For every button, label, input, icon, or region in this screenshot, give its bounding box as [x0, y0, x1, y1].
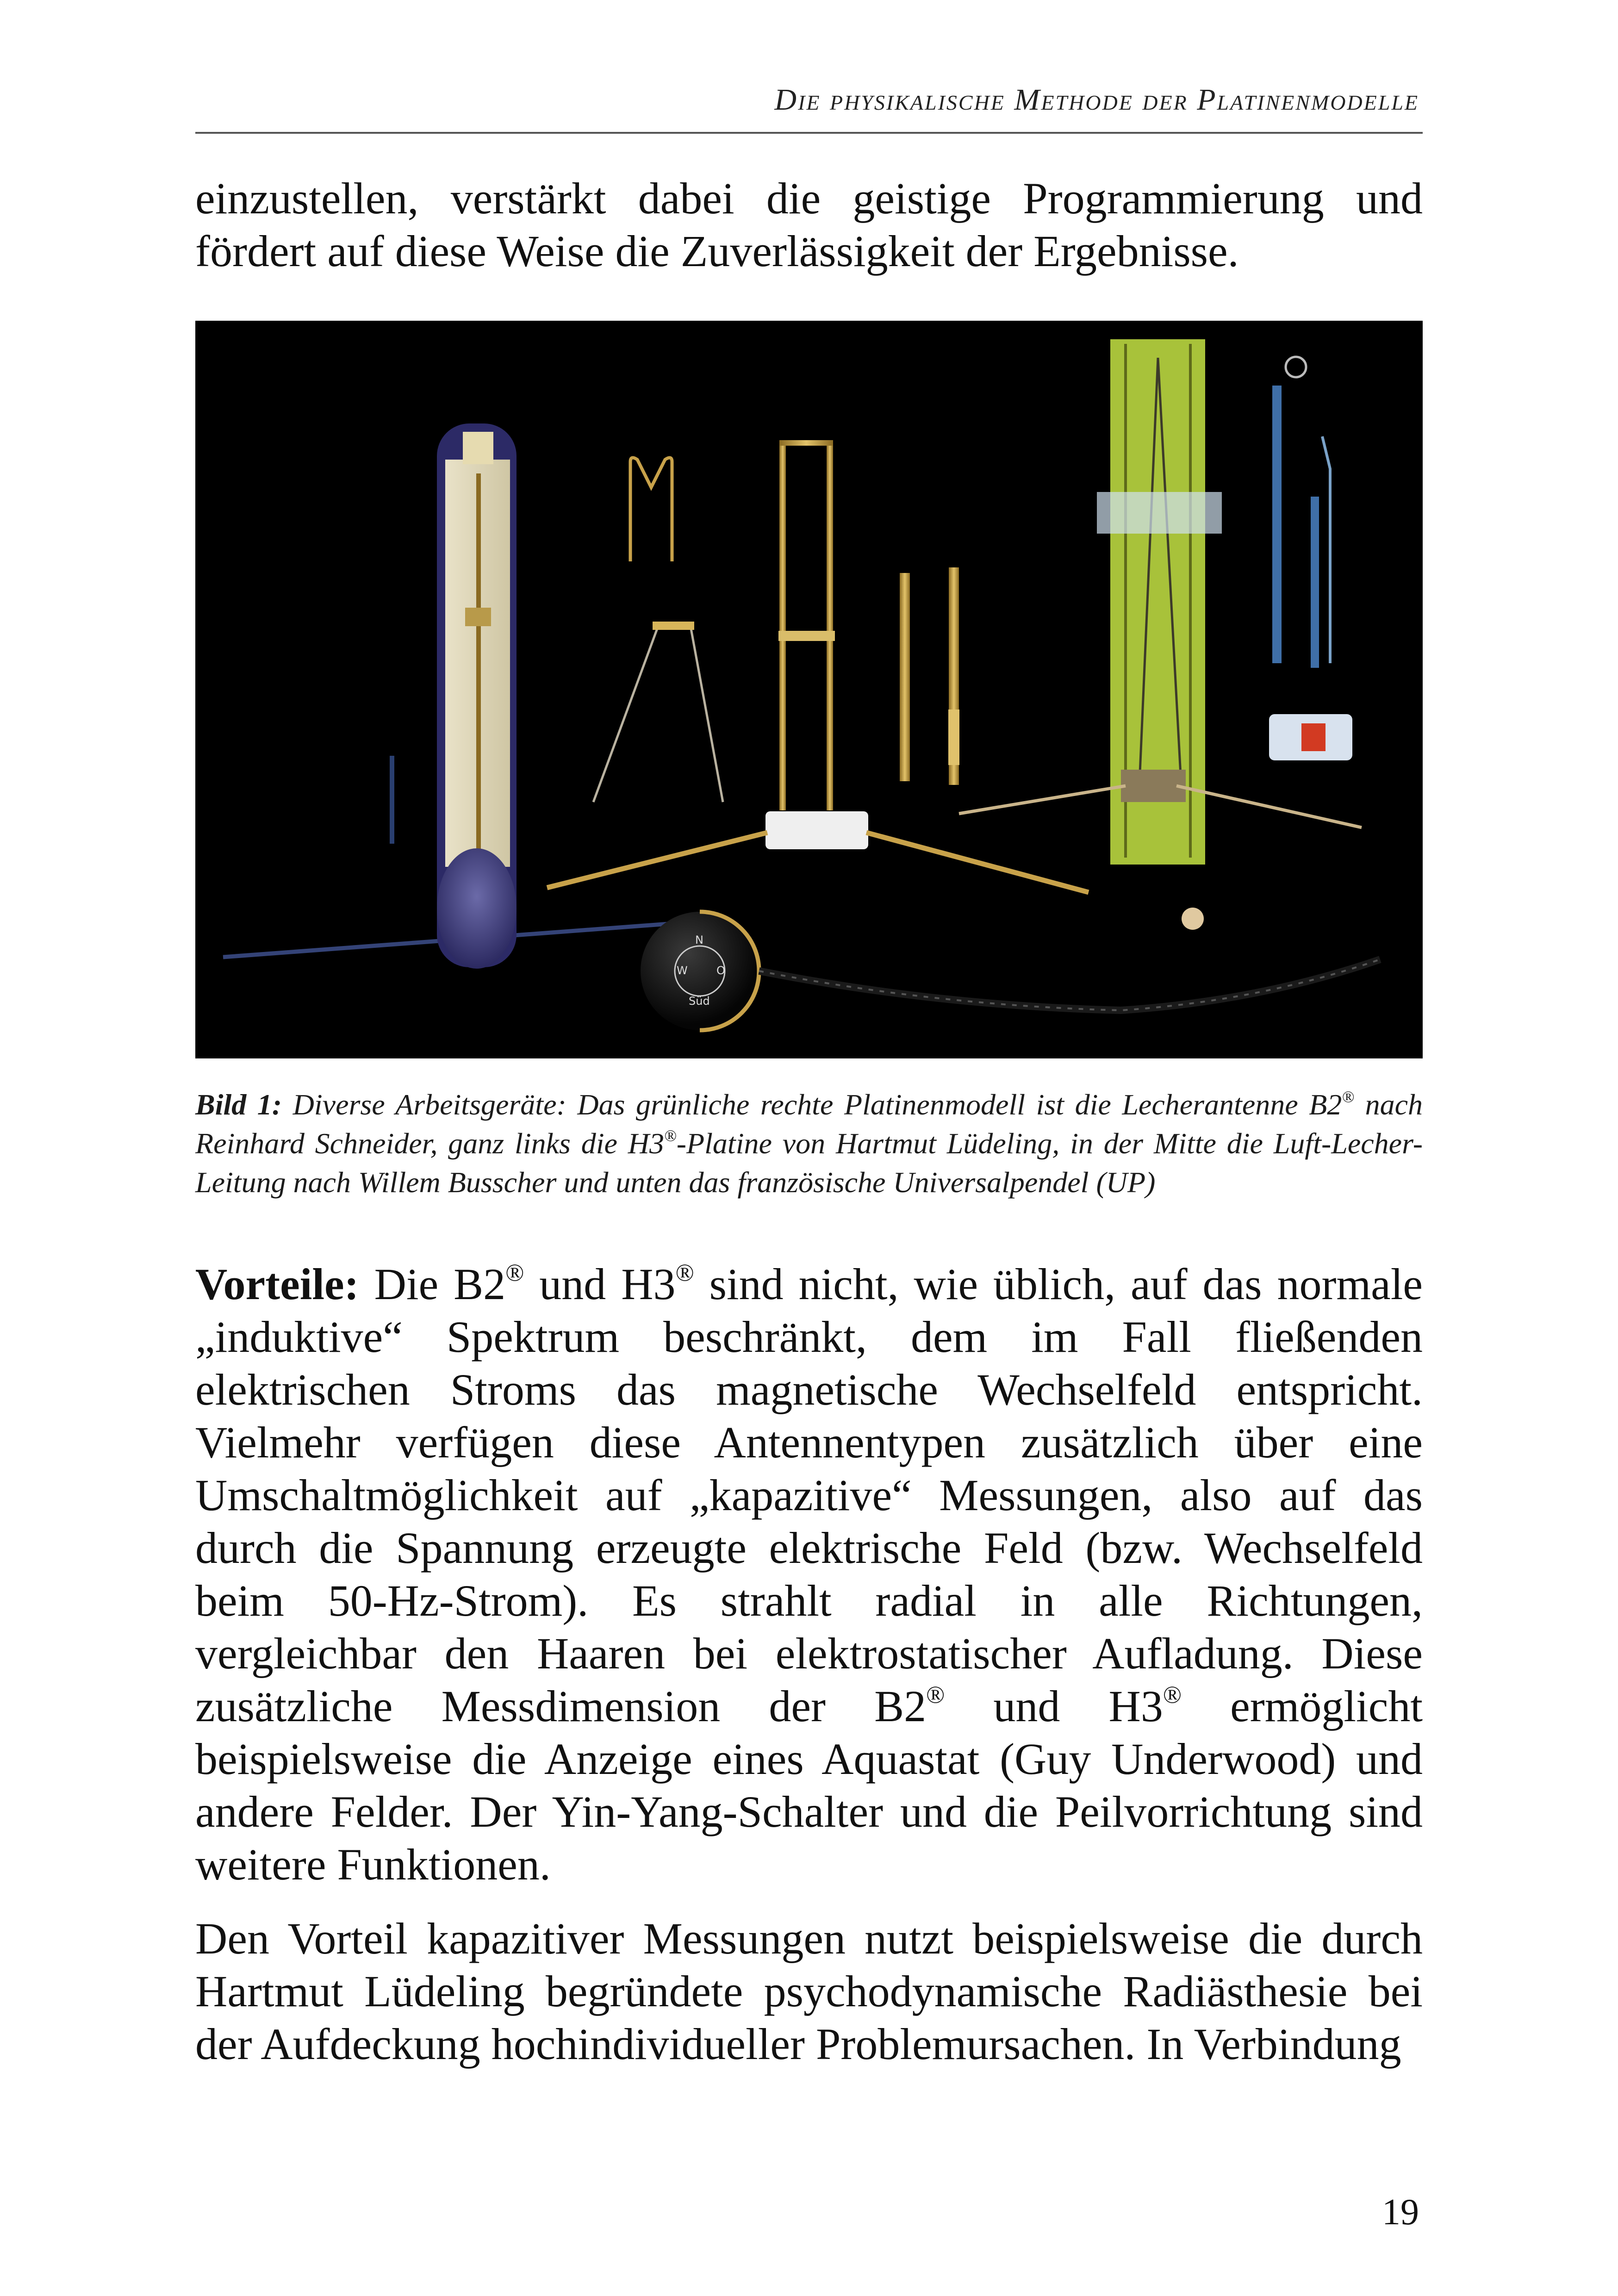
- compass-letter-w: W: [677, 964, 688, 977]
- compass-letter-o: O: [716, 964, 725, 977]
- paragraph-kapazitiv: Den Vorteil kapazitiver Messungen nutzt beispielsweise die durch Hartmut Lüdeling begründete psychodynamische Radiästhesie bei der Aufdeckung hochindividueller Problemursachen. In Verbindung: [195, 1914, 1423, 2069]
- registered-mark: ®: [1163, 1681, 1182, 1709]
- header-rule: [195, 132, 1423, 134]
- page-number: 19: [1382, 2192, 1419, 2233]
- caption-label: Bild 1:: [195, 1088, 282, 1121]
- registered-mark: ®: [664, 1126, 677, 1145]
- paragraph-top: einzustellen, verstärkt dabei die geistige Programmierung und fördert auf diese Weise die Zuverlässigkeit der Ergebnisse.: [195, 174, 1423, 276]
- paragraph-vorteile: [195, 1258, 1423, 1891]
- caption-part3: -Platine von Hartmut Lüdeling, in der Mitte die Luft-Lecher-Leitung nach Willem Busscher und unten das französische Universalpendel (UP): [195, 1127, 1423, 1199]
- instruments-photo: [195, 321, 1423, 1058]
- compass-letter-n: N: [695, 933, 703, 946]
- text-run: Die B2: [359, 1259, 506, 1309]
- caption-part2: nach Reinhard Schneider, ganz links die H3: [195, 1088, 1423, 1160]
- registered-mark: ®: [675, 1259, 694, 1287]
- running-head: Die physikalische Methode der Platinenmodelle: [774, 83, 1419, 117]
- text-run: und H3: [524, 1259, 676, 1309]
- compass-letter-sued: Süd: [689, 995, 710, 1008]
- text-run: und H3: [945, 1681, 1163, 1731]
- registered-mark: ®: [1342, 1088, 1355, 1106]
- registered-mark: ®: [505, 1259, 524, 1287]
- text-run: ermöglicht beispielsweise die Anzeige eines Aquastat (Guy Underwood) und andere Felder. Der Yin-Yang-Schalter und die Peilvorrichtung sind weitere Funktionen.: [195, 1681, 1423, 1889]
- figure-caption: [195, 1085, 1423, 1202]
- registered-mark: ®: [926, 1681, 945, 1709]
- caption-part1: Diverse Arbeitsgeräte: Das grünliche rechte Platinenmodell ist die Lecherantenne B2: [282, 1088, 1342, 1121]
- paragraph-lead: Vorteile:: [195, 1259, 359, 1309]
- text-run: sind nicht, wie üblich, auf das normale „induktive“ Spektrum beschränkt, dem im Fall fließenden elektrischen Stroms das magnetische Wechselfeld entspricht. Vielmehr verfügen diese Antennentypen zusätzlich über eine Umschaltmöglichkeit auf „kapazitive“ Messungen, also auf das durch die Spannung erzeugte elektrische Feld (bzw. Wechselfeld beim 50-Hz-Strom). Es strahlt radial in alle Richtungen, vergleichbar den Haaren bei elektrostatischer Aufladung. Diese zusätzliche Messdimension der B2: [195, 1259, 1423, 1731]
- figure-photo: [195, 321, 1423, 1058]
